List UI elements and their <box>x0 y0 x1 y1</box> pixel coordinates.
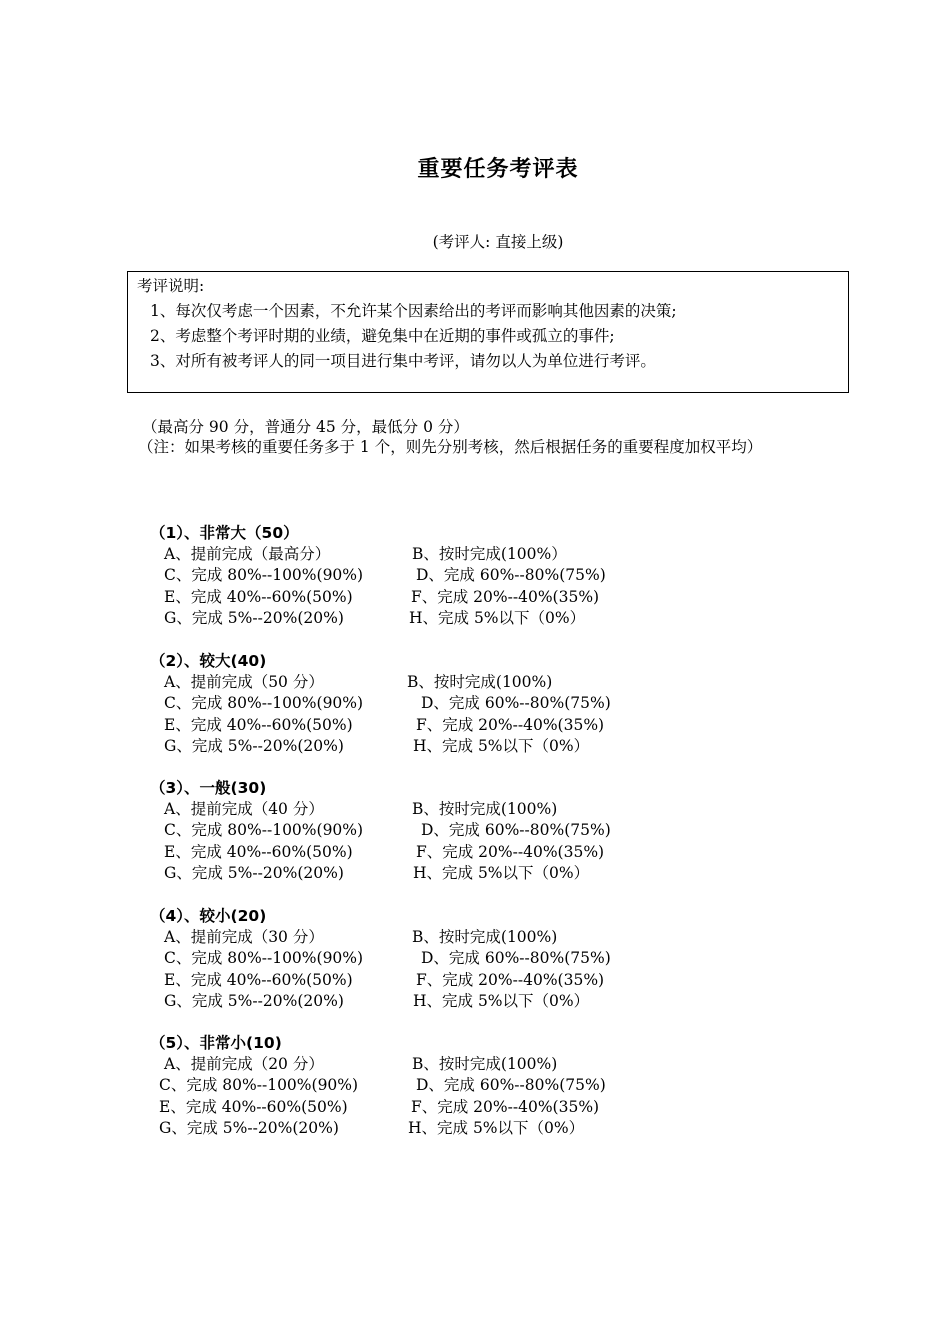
option-item: E、完成 40%--60%(50%) <box>164 587 353 606</box>
option-item: E、完成 40%--60%(50%) <box>164 715 353 734</box>
option-item: G、完成 5%--20%(20%) <box>159 1118 339 1137</box>
option-row <box>150 587 670 608</box>
option-item: B、按时完成(100%) <box>412 928 558 946</box>
option-row <box>150 863 670 884</box>
option-row <box>150 1097 670 1118</box>
option-item: H、完成 5%以下（0%） <box>413 991 590 1010</box>
option-row <box>150 608 670 629</box>
grade-section <box>150 522 670 629</box>
option-item: D、完成 60%--80%(75%) <box>421 949 611 968</box>
section-heading: （1）、非常大（50） <box>150 524 299 542</box>
option-item: A、提前完成（20 分） <box>164 1055 324 1073</box>
option-item: G、完成 5%--20%(20%) <box>164 608 344 627</box>
option-item: F、完成 20%--40%(35%) <box>411 1097 600 1116</box>
option-item: C、完成 80%--100%(90%) <box>164 821 364 840</box>
option-item: C、完成 80%--100%(90%) <box>164 566 364 585</box>
option-item: D、完成 60%--80%(75%) <box>421 694 611 713</box>
option-item: G、完成 5%--20%(20%) <box>164 991 344 1010</box>
option-item: H、完成 5%以下（0%） <box>409 608 586 627</box>
option-item: D、完成 60%--80%(75%) <box>416 566 606 585</box>
option-item: F、完成 20%--40%(35%) <box>416 715 605 734</box>
option-item: H、完成 5%以下（0%） <box>408 1118 585 1137</box>
option-item: H、完成 5%以下（0%） <box>413 863 590 882</box>
weighting-note: （注：如果考核的重要任务多于 1 个，则先分别考核，然后根据任务的重要程度加权平均） <box>138 438 763 456</box>
instruction-item: 1、每次仅考虑一个因素，不允许某个因素给出的考评而影响其他因素的决策; <box>150 302 677 320</box>
option-row <box>150 1054 670 1075</box>
option-item: D、完成 60%--80%(75%) <box>421 821 611 840</box>
instructions-box <box>127 271 849 393</box>
grade-section <box>150 1032 670 1139</box>
instructions-heading: 考评说明: <box>137 277 205 295</box>
option-item: C、完成 80%--100%(90%) <box>159 1076 359 1095</box>
option-item: G、完成 5%--20%(20%) <box>164 736 344 755</box>
score-range-note: （最高分 90 分，普通分 45 分，最低分 0 分） <box>142 418 469 436</box>
option-item: E、完成 40%--60%(50%) <box>159 1097 348 1116</box>
option-row <box>150 820 670 841</box>
option-row <box>150 565 670 586</box>
option-item: B、按时完成(100%) <box>407 673 553 691</box>
option-item: A、提前完成（30 分） <box>164 928 324 946</box>
option-item: B、按时完成(100%) <box>412 800 558 818</box>
grade-section <box>150 650 670 757</box>
option-item: C、完成 80%--100%(90%) <box>164 949 364 968</box>
option-item: H、完成 5%以下（0%） <box>413 736 590 755</box>
option-item: D、完成 60%--80%(75%) <box>416 1076 606 1095</box>
option-item: B、按时完成(100%) <box>412 1055 558 1073</box>
option-item: E、完成 40%--60%(50%) <box>164 970 353 989</box>
option-row <box>150 1118 670 1139</box>
option-item: F、完成 20%--40%(35%) <box>416 970 605 989</box>
grade-section <box>150 905 670 1012</box>
option-item: B、按时完成(100%） <box>412 545 567 563</box>
option-item: F、完成 20%--40%(35%) <box>416 842 605 861</box>
option-item: A、提前完成（最高分） <box>164 545 331 563</box>
section-heading: （5）、非常小(10) <box>150 1034 282 1052</box>
option-row <box>150 544 670 565</box>
page-title: 重要任务考评表 <box>417 157 579 182</box>
section-heading: （2）、较大(40) <box>150 652 267 670</box>
option-row <box>150 799 670 820</box>
evaluator-note: (考评人: 直接上级) <box>432 233 564 251</box>
option-item: A、提前完成（40 分） <box>164 800 324 818</box>
option-row <box>150 948 670 969</box>
option-row <box>150 672 670 693</box>
option-row <box>150 842 670 863</box>
grade-section <box>150 777 670 884</box>
option-row <box>150 715 670 736</box>
option-row <box>150 1075 670 1096</box>
option-item: A、提前完成（50 分） <box>164 673 324 691</box>
option-row <box>150 991 670 1012</box>
option-item: F、完成 20%--40%(35%) <box>411 587 600 606</box>
instruction-item: 2、考虑整个考评时期的业绩，避免集中在近期的事件或孤立的事件; <box>150 327 615 345</box>
option-row <box>150 927 670 948</box>
option-row <box>150 693 670 714</box>
option-row <box>150 736 670 757</box>
option-row <box>150 970 670 991</box>
option-item: C、完成 80%--100%(90%) <box>164 694 364 713</box>
section-heading: （4）、较小(20) <box>150 907 267 925</box>
option-item: E、完成 40%--60%(50%) <box>164 842 353 861</box>
instruction-item: 3、对所有被考评人的同一项目进行集中考评，请勿以人为单位进行考评。 <box>150 352 656 370</box>
section-heading: （3）、一般(30) <box>150 779 267 797</box>
option-item: G、完成 5%--20%(20%) <box>164 863 344 882</box>
